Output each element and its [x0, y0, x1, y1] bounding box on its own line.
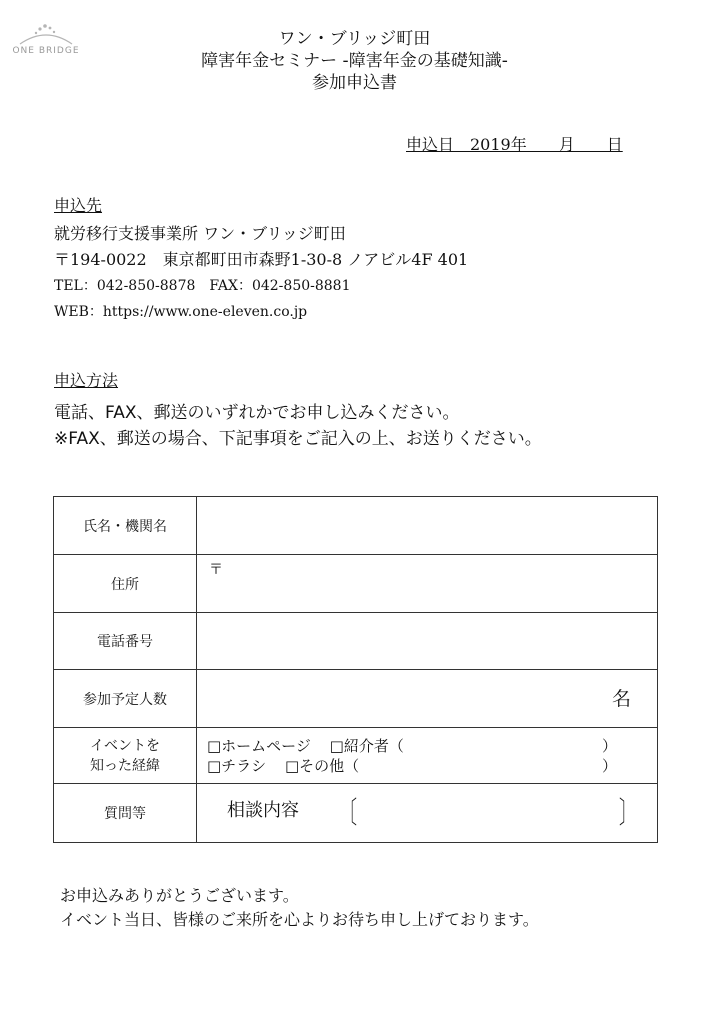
count-label: 参加予定人数	[54, 670, 197, 728]
method-line-1: 電話、FAX、郵送のいずれかでお申し込みください。	[54, 403, 460, 423]
logo-text: ONE BRIDGE	[12, 46, 80, 56]
destination-title: 申込先	[54, 196, 103, 215]
form-row-event-source	[54, 728, 658, 784]
form-row-count	[54, 670, 658, 728]
address-field[interactable]	[197, 555, 658, 613]
count-field[interactable]	[197, 670, 658, 728]
name-label: 氏名・機関名	[54, 497, 197, 555]
option-flyer[interactable]: □チラシ	[207, 756, 267, 775]
address-label: 住所	[54, 555, 197, 613]
bracket-open: 〔	[339, 796, 357, 831]
destination-web: WEB：https://www.one-eleven.co.jp	[54, 304, 308, 320]
event-source-options	[197, 728, 658, 784]
method-text	[54, 400, 542, 452]
application-form-table	[53, 496, 658, 843]
form-row-name	[54, 497, 658, 555]
name-field[interactable]	[197, 497, 658, 555]
option-other[interactable]: □その他（	[284, 756, 360, 775]
option-referrer[interactable]: □紹介者（	[329, 736, 404, 755]
questions-field[interactable]	[197, 784, 658, 843]
destination-address: 〒194-0022 東京都町田市森野1-30-8 ノアビル4F 401	[54, 250, 469, 269]
apply-date	[406, 132, 623, 155]
event-label-line-2: 知った経緯	[90, 757, 160, 774]
form-row-questions	[54, 784, 658, 843]
seminar-title: 障害年金セミナー -障害年金の基礎知識-	[201, 51, 508, 71]
event-source-label	[54, 728, 197, 784]
form-row-phone	[54, 613, 658, 670]
event-label-line-1: イベントを	[90, 737, 160, 754]
form-title: 参加申込書	[312, 73, 397, 93]
referrer-paren-close: ）	[601, 736, 617, 755]
postal-mark: 〒	[209, 562, 223, 578]
option-homepage[interactable]: □ホームページ	[207, 736, 311, 755]
method-title: 申込方法	[54, 371, 119, 390]
questions-label: 質問等	[54, 784, 197, 843]
destination-tel-fax: TEL：042-850-8878 FAX：042-850-8881	[54, 278, 351, 294]
apply-date-text: 申込日 2019年 月 日	[406, 135, 623, 154]
method-line-2: ※FAX、郵送の場合、下記事項をご記入の上、お送りください。	[54, 429, 542, 449]
consult-label: 相談内容	[227, 800, 299, 821]
org-name: ワン・ブリッジ町田	[278, 29, 431, 49]
closing-line-1: お申込みありがとうございます。	[60, 886, 299, 905]
destination-name: 就労移行支援事業所 ワン・ブリッジ町田	[54, 224, 346, 243]
closing-line-2: イベント当日、皆様のご来所を心よりお待ち申し上げております。	[60, 910, 539, 929]
closing-message	[60, 884, 539, 932]
phone-field[interactable]	[197, 613, 658, 670]
destination-info	[54, 221, 468, 325]
bracket-close: 〕	[619, 796, 637, 831]
event-options-row-2	[207, 756, 617, 776]
form-row-address	[54, 555, 658, 613]
document-header	[0, 28, 709, 94]
event-options-row-1	[207, 736, 617, 756]
phone-label: 電話番号	[54, 613, 197, 670]
count-unit: 名	[611, 688, 631, 710]
other-paren-close: ）	[601, 756, 617, 775]
